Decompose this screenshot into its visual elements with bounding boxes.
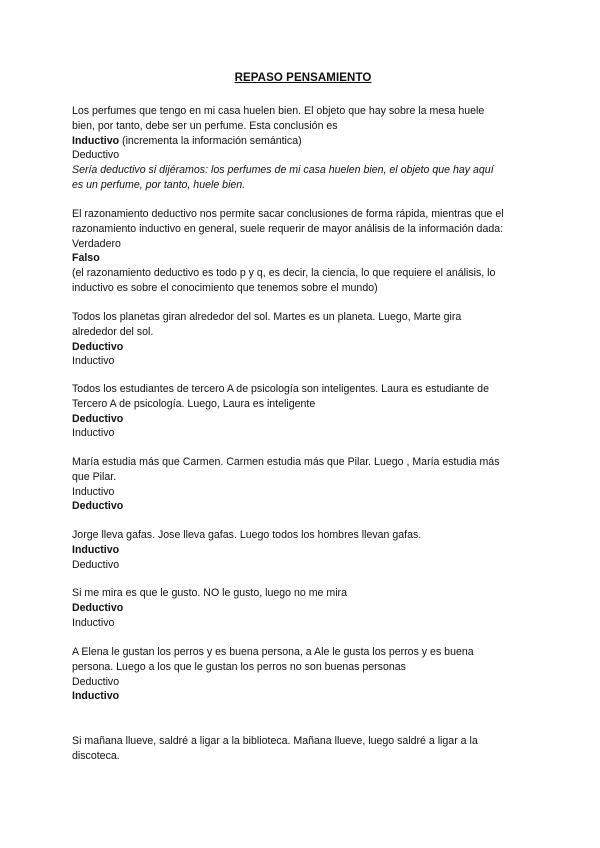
question-3	[72, 310, 534, 369]
question-2	[72, 207, 534, 296]
question-text: Si mañana llueve, saldré a ligar a la biblioteca. Mañana llueve, luego saldré a ligar a la	[72, 735, 478, 747]
question-text: discoteca.	[72, 749, 120, 762]
question-text: bien, por tanto, debe ser un perfume. Esta conclusión es	[72, 119, 338, 132]
question-4	[72, 382, 534, 441]
answer-option: Deductivo	[72, 149, 120, 162]
answer-option: Deductivo	[72, 675, 120, 688]
question-6	[72, 528, 534, 572]
answer-correct: Inductivo	[72, 690, 120, 703]
question-text: Todos los estudiantes de tercero A de psicología son inteligentes. Laura es estudiante de	[72, 383, 489, 395]
question-8	[72, 645, 534, 704]
answer-option: Inductivo	[72, 485, 115, 498]
question-text: Si me mira es que le gusto. NO le gusto, luego no me mira	[72, 587, 347, 599]
question-7	[72, 586, 534, 630]
question-9	[72, 734, 534, 764]
answer-explanation: (incrementa la información semántica)	[119, 134, 302, 147]
answer-correct: Inductivo	[72, 543, 120, 556]
answer-option: Deductivo	[72, 558, 120, 571]
question-text: María estudia más que Carmen. Carmen estudia más que Pilar. Luego , María estudia más	[72, 456, 500, 468]
answer-correct: Deductivo	[72, 601, 124, 614]
explanation-note: (el razonamiento deductivo es todo p y q, es decir, la ciencia, lo que requiere el análisis, lo	[72, 267, 496, 280]
answer-option-correct	[72, 134, 534, 149]
question-text: El razonamiento deductivo nos permite sacar conclusiones de forma rápida, mientras que el	[72, 208, 504, 220]
explanation-note: es un perfume, por tanto, huele bien.	[72, 178, 246, 191]
answer-correct: Inductivo	[72, 134, 120, 147]
answer-correct: Deductivo	[72, 500, 124, 513]
question-text: A Elena le gustan los perros y es buena persona, a Ale le gusta los perros y es buena	[72, 646, 474, 658]
explanation-note: inductivo es sobre el conocimiento que tenemos sobre el mundo)	[72, 281, 378, 294]
question-text: Los perfumes que tengo en mi casa huelen bien. El objeto que hay sobre la mesa huele	[72, 105, 485, 117]
answer-option: Inductivo	[72, 616, 115, 629]
question-text: persona. Luego a los que le gustan los perros no son buenas personas	[72, 660, 406, 673]
answer-correct: Falso	[72, 252, 100, 265]
question-text: que Pilar.	[72, 470, 117, 483]
answer-option: Verdadero	[72, 237, 121, 250]
answer-option: Inductivo	[72, 355, 115, 368]
question-5	[72, 455, 534, 514]
answer-option: Inductivo	[72, 427, 115, 440]
question-text: Tercero A de psicología. Luego, Laura es inteligente	[72, 397, 316, 410]
page-title: REPASO PENSAMIENTO	[234, 72, 372, 84]
answer-correct: Deductivo	[72, 412, 124, 425]
question-text: razonamiento inductivo en general, suele requerir de mayor análisis de la información dada:	[72, 222, 504, 235]
question-text: Jorge lleva gafas. Jose lleva gafas. Luego todos los hombres llevan gafas.	[72, 529, 422, 541]
explanation-note: Sería deductivo si dijéramos: los perfumes de mi casa huelen bien, el objeto que hay aquí	[72, 164, 494, 177]
question-text: alrededor del sol.	[72, 325, 154, 338]
question-1	[72, 104, 534, 193]
question-text: Todos los planetas giran alrededor del sol. Martes es un planeta. Luego, Marte gira	[72, 311, 462, 323]
answer-correct: Deductivo	[72, 340, 124, 353]
